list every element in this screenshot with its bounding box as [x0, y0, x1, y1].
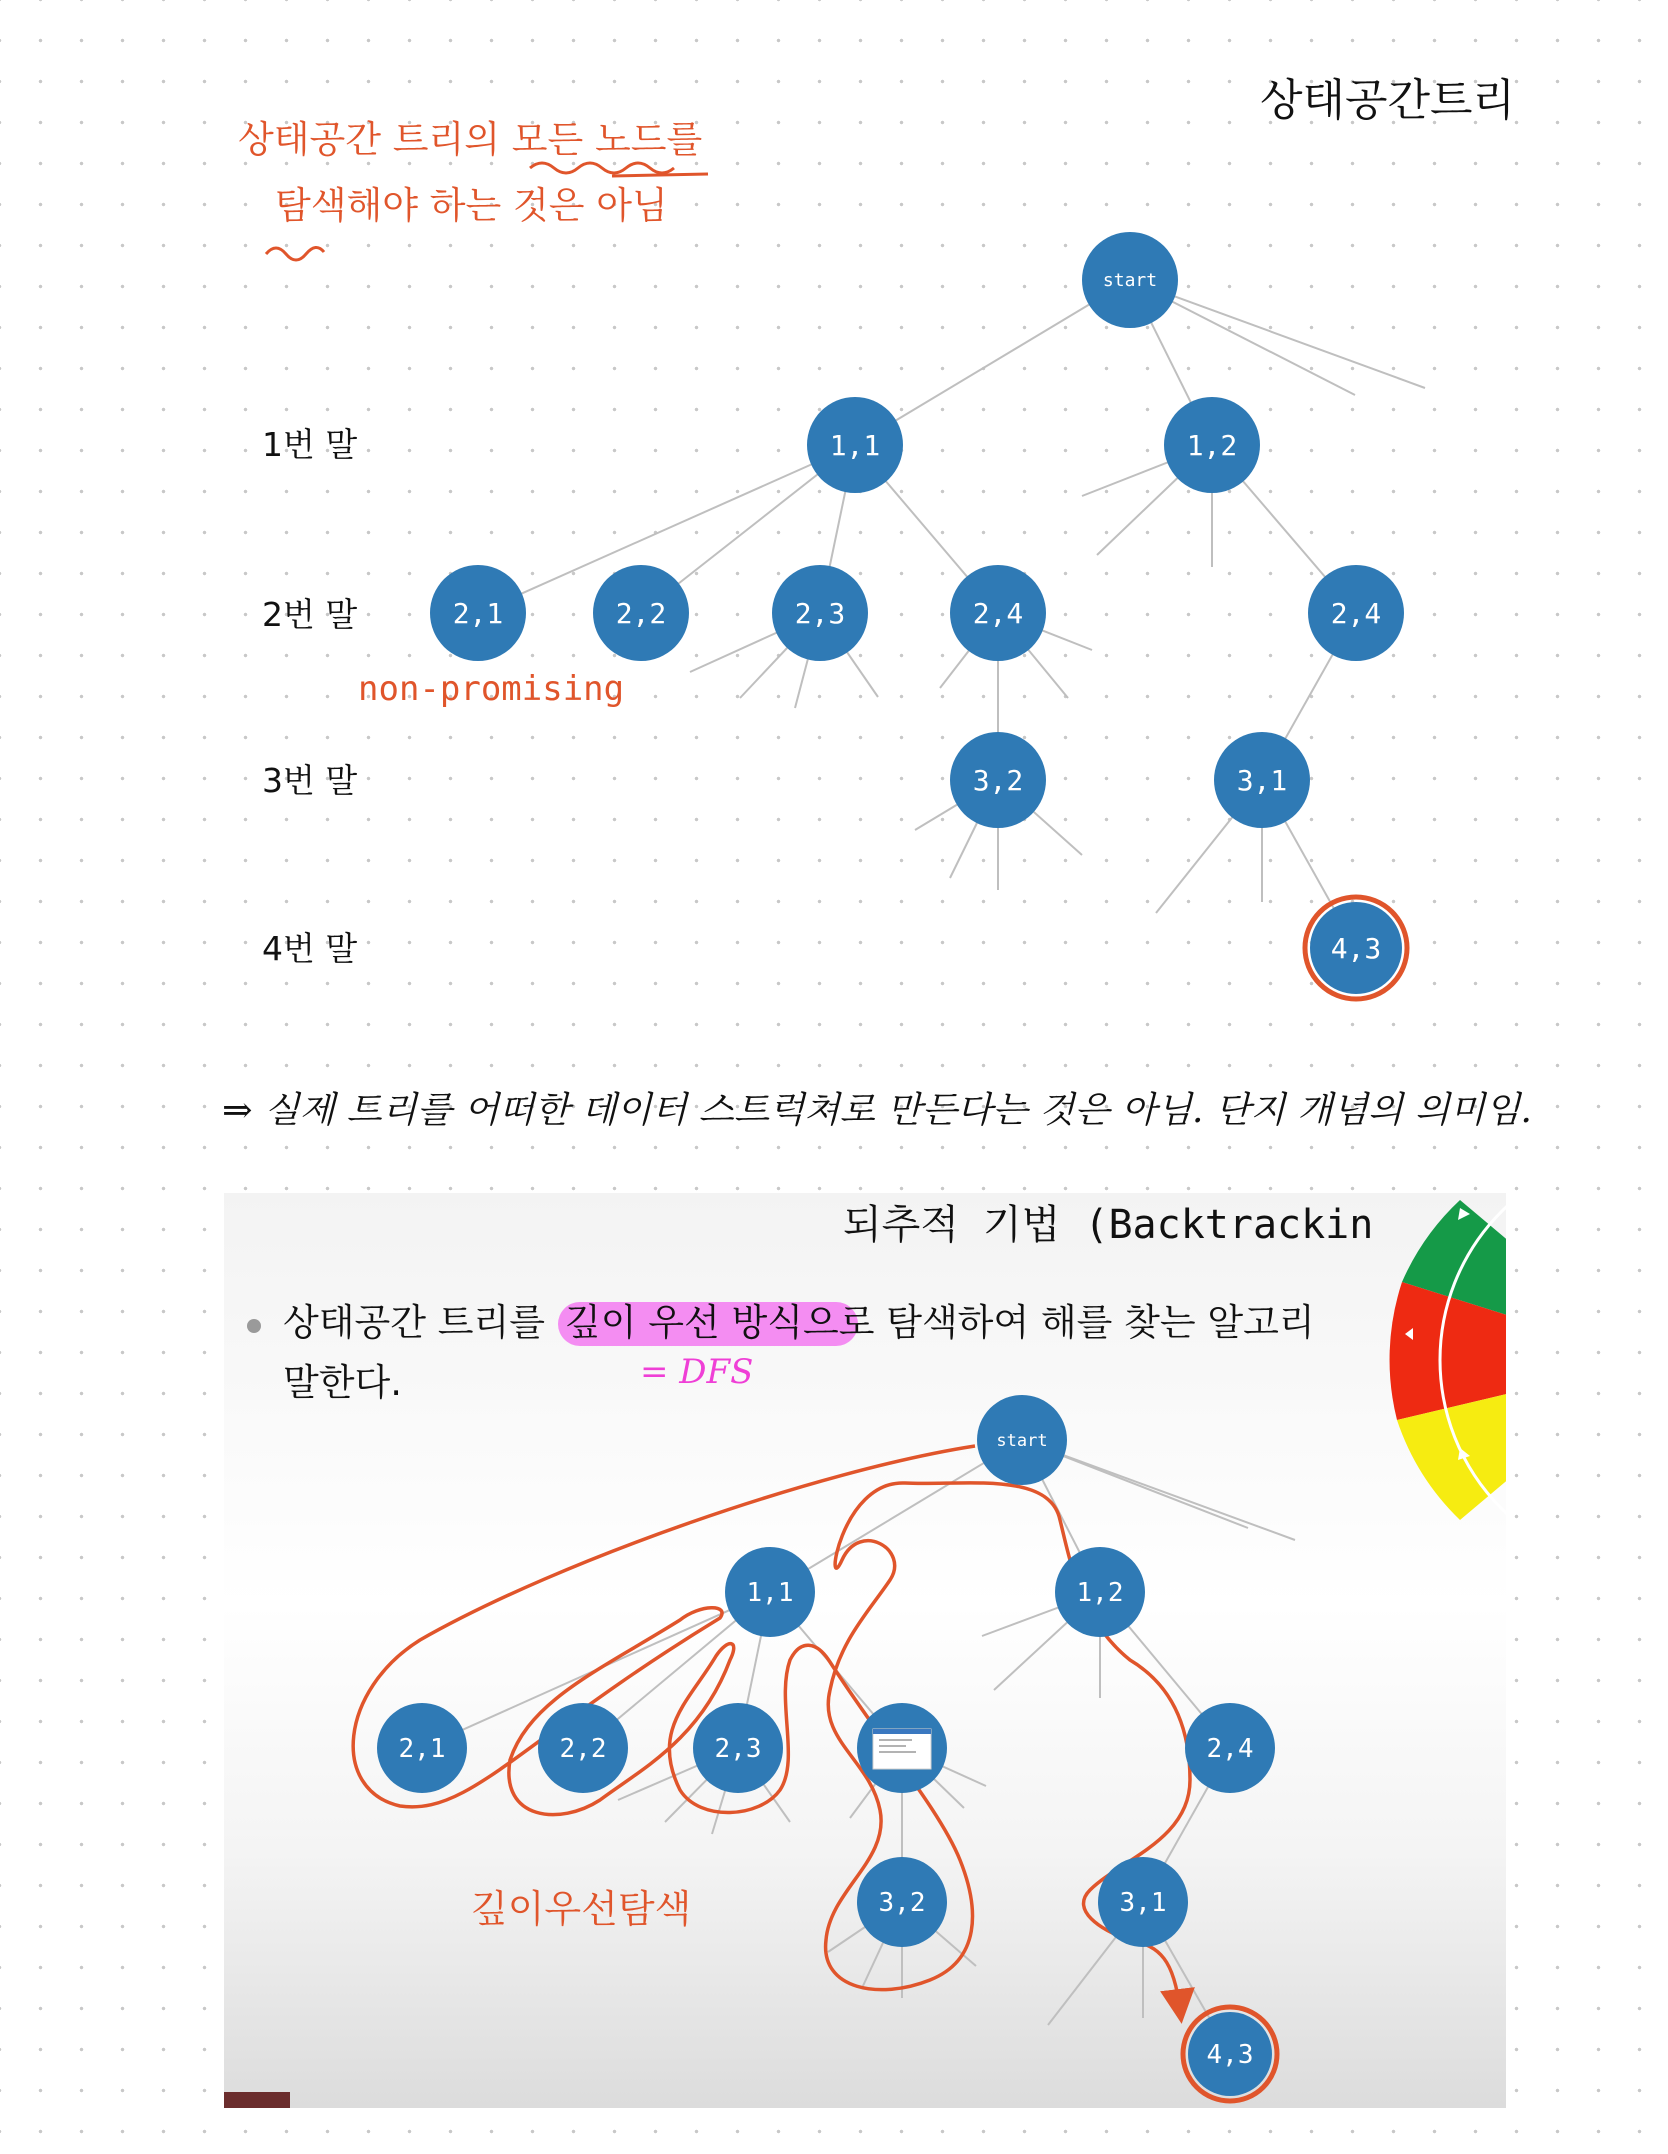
annotation-note-line2: 탐색해야 하는 것은 아님: [275, 184, 668, 227]
slide-corner-widget: [224, 2092, 290, 2108]
level-label-4: 4번 말: [262, 929, 358, 968]
tree2-node-3-2-label: 3,2: [878, 1888, 926, 1918]
level-label-3: 3번 말: [262, 761, 358, 800]
page-title: 상태공간트리: [1260, 75, 1516, 126]
non-promising-label: non-promising: [358, 669, 625, 709]
dfs-label: 깊이우선탐색: [471, 1887, 692, 1931]
tree1-node-4-3-label: 4,3: [1330, 932, 1382, 965]
level-label-1: 1번 말: [262, 425, 358, 464]
annotation-note-line1: 상태공간 트리의 모든 노드를: [238, 118, 703, 161]
backtracking-slide: [224, 1150, 1668, 2108]
tree1-node-2-3-label: 2,3: [794, 597, 846, 630]
tree1-node-3-2-label: 3,2: [972, 764, 1024, 797]
thumbnail-icon: [873, 1729, 931, 1769]
tree1-node-1-2-label: 1,2: [1186, 429, 1238, 462]
annotation-underline-straight: [612, 174, 708, 176]
bullet-text-highlight: 깊이 우선 방식: [564, 1301, 803, 1344]
tree2-node-start-label: start: [996, 1431, 1048, 1451]
annotation-squiggle: [266, 247, 324, 260]
handwritten-note: ⇒ 실제 트리를 어떠한 데이터 스트럭쳐로 만든다는 것은 아님. 단지 개념의 의미임.: [222, 1090, 1532, 1131]
bullet-dot: [247, 1319, 261, 1333]
tree1-node-3-1-label: 3,1: [1236, 764, 1288, 797]
tree2-node-2-2-label: 2,2: [559, 1734, 607, 1764]
tree1-node-start-label: start: [1102, 270, 1158, 291]
tree2-node-4-3-label: 4,3: [1206, 2040, 1254, 2070]
tree2-node-1-2-label: 1,2: [1076, 1578, 1124, 1608]
tree2-node-1-1-label: 1,1: [746, 1578, 794, 1608]
bullet-text-part1: 상태공간 트리를: [283, 1301, 545, 1344]
slide-title: 되추적 기법 (Backtrackin: [843, 1202, 1374, 1248]
bullet-line1: [283, 1301, 1315, 1344]
annotation-underline-wavy: [530, 163, 674, 173]
state-space-tree-section: [238, 75, 1515, 999]
dfs-note: = DFS: [640, 1352, 754, 1392]
tree1-node-2-1-label: 2,1: [452, 597, 504, 630]
tree1-node-2-4-right-label: 2,4: [1330, 597, 1382, 630]
tree2-node-2-3-label: 2,3: [714, 1734, 762, 1764]
tree1-node-2-4-left-label: 2,4: [972, 597, 1024, 630]
tree2-node-2-1-label: 2,1: [398, 1734, 446, 1764]
tree2-node-3-1-label: 3,1: [1119, 1888, 1167, 1918]
tree1-node-1-1-label: 1,1: [829, 429, 881, 462]
tree2-node-2-4-label: 2,4: [1206, 1734, 1254, 1764]
bullet-text-part2: 으로 탐색하여 해를 찾는 알고리: [802, 1301, 1315, 1344]
bullet-line2: 말한다.: [283, 1361, 402, 1404]
tree1-node-2-2-label: 2,2: [615, 597, 667, 630]
level-label-2: 2번 말: [262, 595, 358, 634]
